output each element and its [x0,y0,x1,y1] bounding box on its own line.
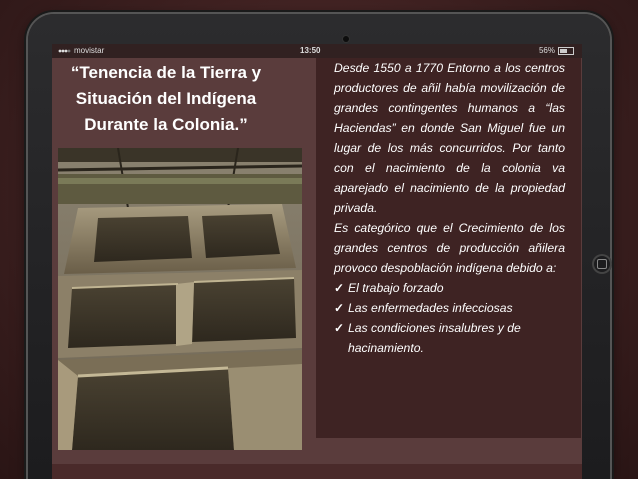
battery-icon [558,47,574,55]
slide-body [334,58,565,358]
list-item-text: El trabajo forzado [348,281,444,295]
status-battery [539,44,574,58]
paragraph-depopulation: Es categórico que el Crecimiento de los grandes centros de producción añilera provoco despoblación indígena debido a: [334,221,565,275]
list-item [334,298,565,318]
camera-icon [343,36,349,42]
list-item [334,278,565,298]
title-line: “Tenencia de la Tierra y [70,63,262,82]
status-time: 13:50 [300,46,321,55]
signal-icon [58,48,72,54]
list-item-text: Las enfermedades infecciosas [348,301,513,315]
title-line: Durante la Colonia.” [84,115,248,134]
status-bar [52,44,582,58]
check-icon: ✓ [334,321,345,335]
battery-label: 56% [538,46,555,55]
check-icon: ✓ [334,301,345,315]
home-button-icon[interactable] [592,254,612,274]
bottom-bar [52,464,582,479]
check-icon: ✓ [334,281,345,295]
slide-title [58,60,274,138]
list-item-text: Las condiciones insalubres y de hacinamiento. [348,321,521,355]
title-line: Situación del Indígena [75,89,257,108]
carrier-label: movistar [74,46,105,55]
list-item [334,318,565,358]
cause-checklist [334,278,565,358]
archaeological-ruins-photo [58,148,302,450]
status-carrier [58,44,104,58]
paragraph-history: Desde 1550 a 1770 Entorno a los centros productores de añil había movilización de grandes contingentes humanos a “las Haciendas” en donde San Miguel fue un lugar de los más concurridos. Por tanto con el nacimiento de la colonia va aparejado el nacimiento de la propiedad privada. [334,61,565,215]
